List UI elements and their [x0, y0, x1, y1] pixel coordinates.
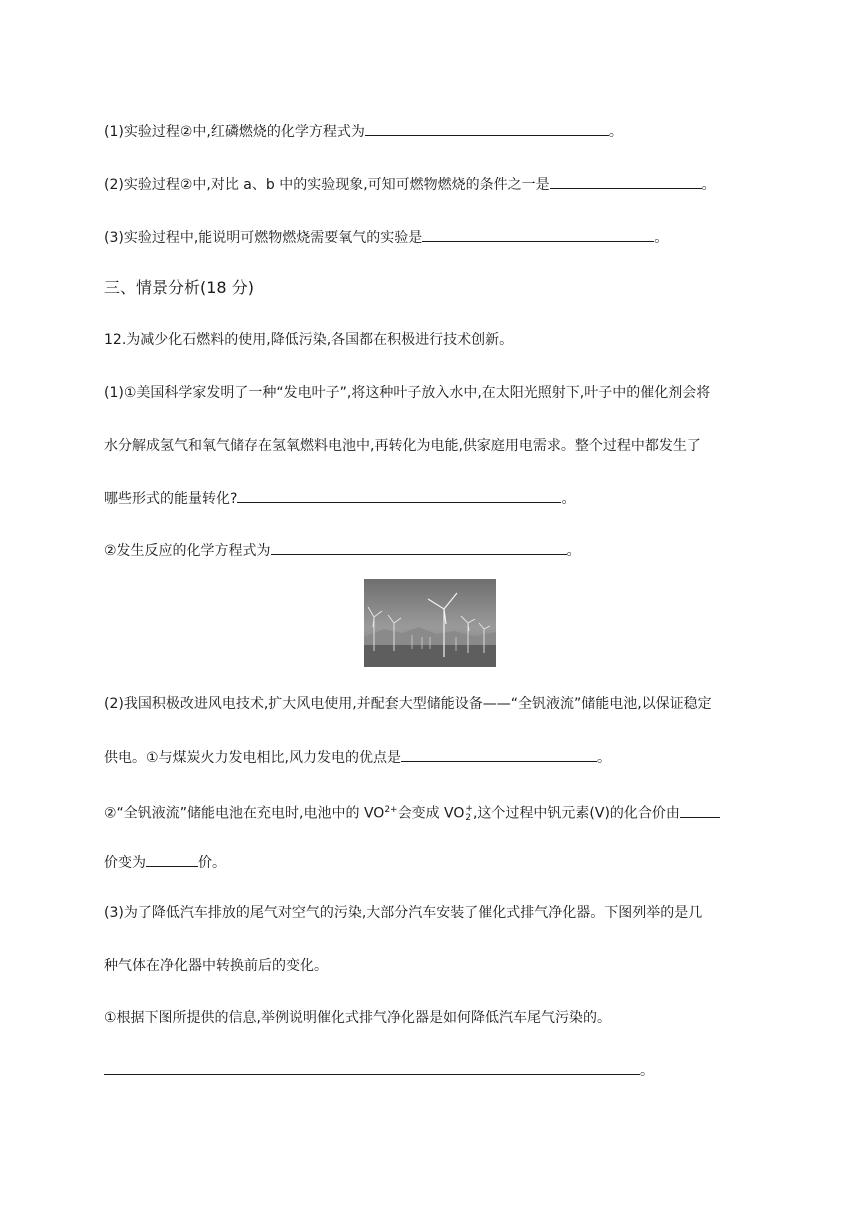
- answer-blank[interactable]: [365, 121, 609, 136]
- q11-part2: (2)实验过程②中,对比 a、b 中的实验现象,可知可燃物燃烧的条件之一是 。: [104, 174, 716, 195]
- q12-part3-1-answer: 。: [104, 1060, 654, 1081]
- q12-part3-1: ①根据下图所提供的信息,举例说明催化式排气净化器是如何降低汽车尾气污染的。: [104, 1010, 611, 1026]
- q12-part1-line3: 哪些形式的能量转化? 。: [104, 488, 575, 509]
- q12-part2-line2: 供电。①与煤炭火力发电相比,风力发电的优点是 。: [104, 747, 611, 768]
- wind-turbine-photo: [364, 579, 496, 667]
- q12-part2-3: 价变为 价。: [104, 852, 226, 873]
- ion-charge: + 2: [465, 803, 473, 823]
- q12-part1-2: ②发生反应的化学方程式为 。: [104, 540, 581, 561]
- q12-part2-2: ②“全钒液流”储能电池在充电时,电池中的 $VO^{2+}$会变成 VO + 2 ,这个过程中钒元素(V)的化合价由: [104, 800, 720, 824]
- q11-part1: (1)实验过程②中,红磷燃烧的化学方程式为 。: [104, 121, 623, 142]
- q12-intro: 12.为减少化石燃料的使用,降低污染,各国都在积极进行技术创新。: [104, 332, 514, 348]
- answer-blank[interactable]: [146, 852, 198, 867]
- answer-blank[interactable]: [104, 1060, 640, 1075]
- answer-blank[interactable]: [237, 488, 561, 503]
- q11-part3: (3)实验过程中,能说明可燃物燃烧需要氧气的实验是 。: [104, 227, 668, 248]
- q12-part1-line2: 水分解成氢气和氧气储存在氢氧燃料电池中,再转化为电能,供家庭用电需求。整个过程中都发生了: [104, 438, 701, 454]
- answer-blank[interactable]: [422, 227, 654, 242]
- q12-part3-line1: (3)为了降低汽车排放的尾气对空气的污染,大部分汽车安装了催化式排气净化器。下图列举的是几: [104, 905, 703, 921]
- q12-part1-line1: (1)①美国科学家发明了一种“发电叶子”,将这种叶子放入水中,在太阳光照射下,叶子中的催化剂会将: [104, 385, 711, 401]
- answer-blank[interactable]: [680, 803, 720, 818]
- q12-part2-line1: (2)我国积极改进风电技术,扩大风电使用,并配套大型储能设备——“全钒液流”储能电池,以保证稳定: [104, 696, 712, 712]
- q12-part3-line2: 种气体在净化器中转换前后的变化。: [104, 958, 328, 974]
- answer-blank[interactable]: [271, 540, 567, 555]
- section-heading: 三、情景分析(18 分): [104, 278, 254, 297]
- answer-blank[interactable]: [550, 174, 702, 189]
- answer-blank[interactable]: [401, 747, 597, 762]
